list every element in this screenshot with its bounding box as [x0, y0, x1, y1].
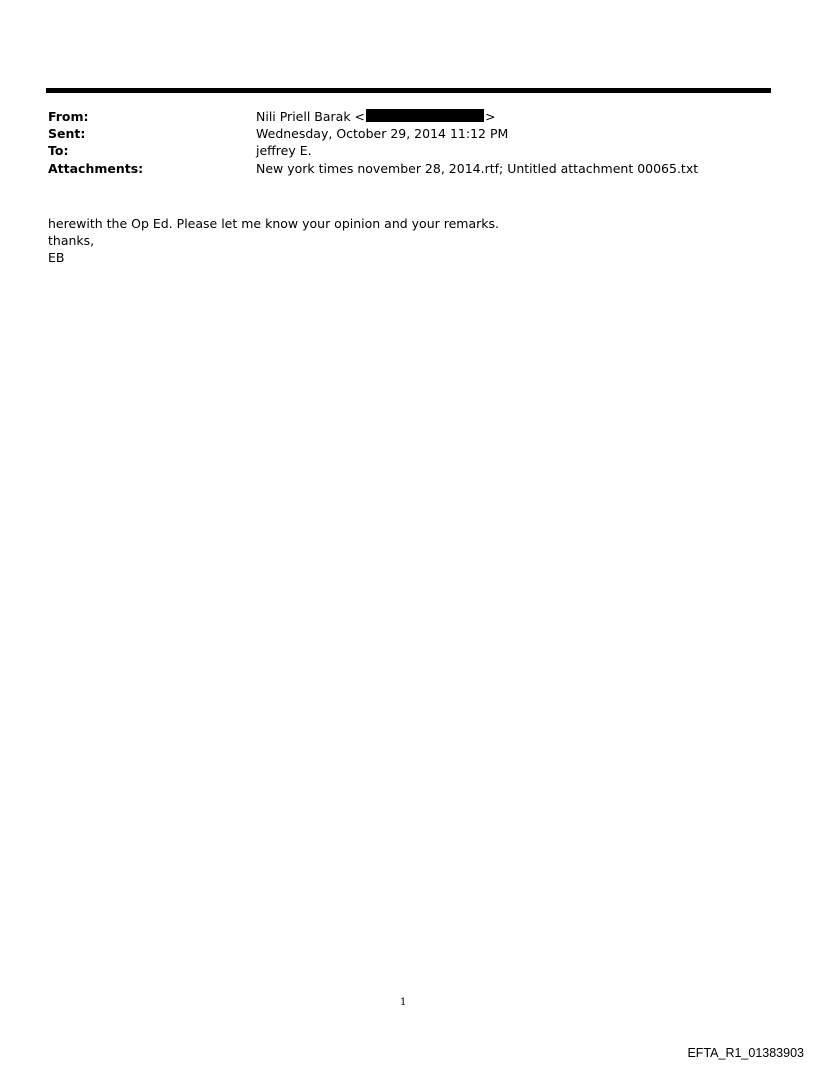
body-line: herewith the Op Ed. Please let me know your opinion and your remarks.: [48, 216, 499, 231]
body-line: EB: [48, 250, 65, 265]
from-value: [256, 108, 496, 125]
to-value: jeffrey E.: [256, 143, 312, 158]
body-line: thanks,: [48, 233, 95, 248]
bracket-open: <: [354, 109, 366, 124]
page-number: 1: [400, 997, 407, 1008]
redacted-email-block: [366, 109, 484, 122]
attachments-label: Attachments:: [48, 161, 144, 176]
sent-label: Sent:: [48, 126, 86, 141]
sent-value: Wednesday, October 29, 2014 11:12 PM: [256, 126, 509, 141]
to-label: To:: [48, 143, 69, 158]
from-label: From:: [48, 109, 89, 124]
header-rule: [46, 88, 771, 93]
message-body: [48, 215, 499, 266]
sender-name: Nili Priell Barak: [256, 109, 351, 124]
attachments-value: New york times november 28, 2014.rtf; Untitled attachment 00065.txt: [256, 161, 699, 176]
document-id: EFTA_R1_01383903: [687, 1046, 804, 1060]
bracket-close: >: [485, 109, 496, 124]
